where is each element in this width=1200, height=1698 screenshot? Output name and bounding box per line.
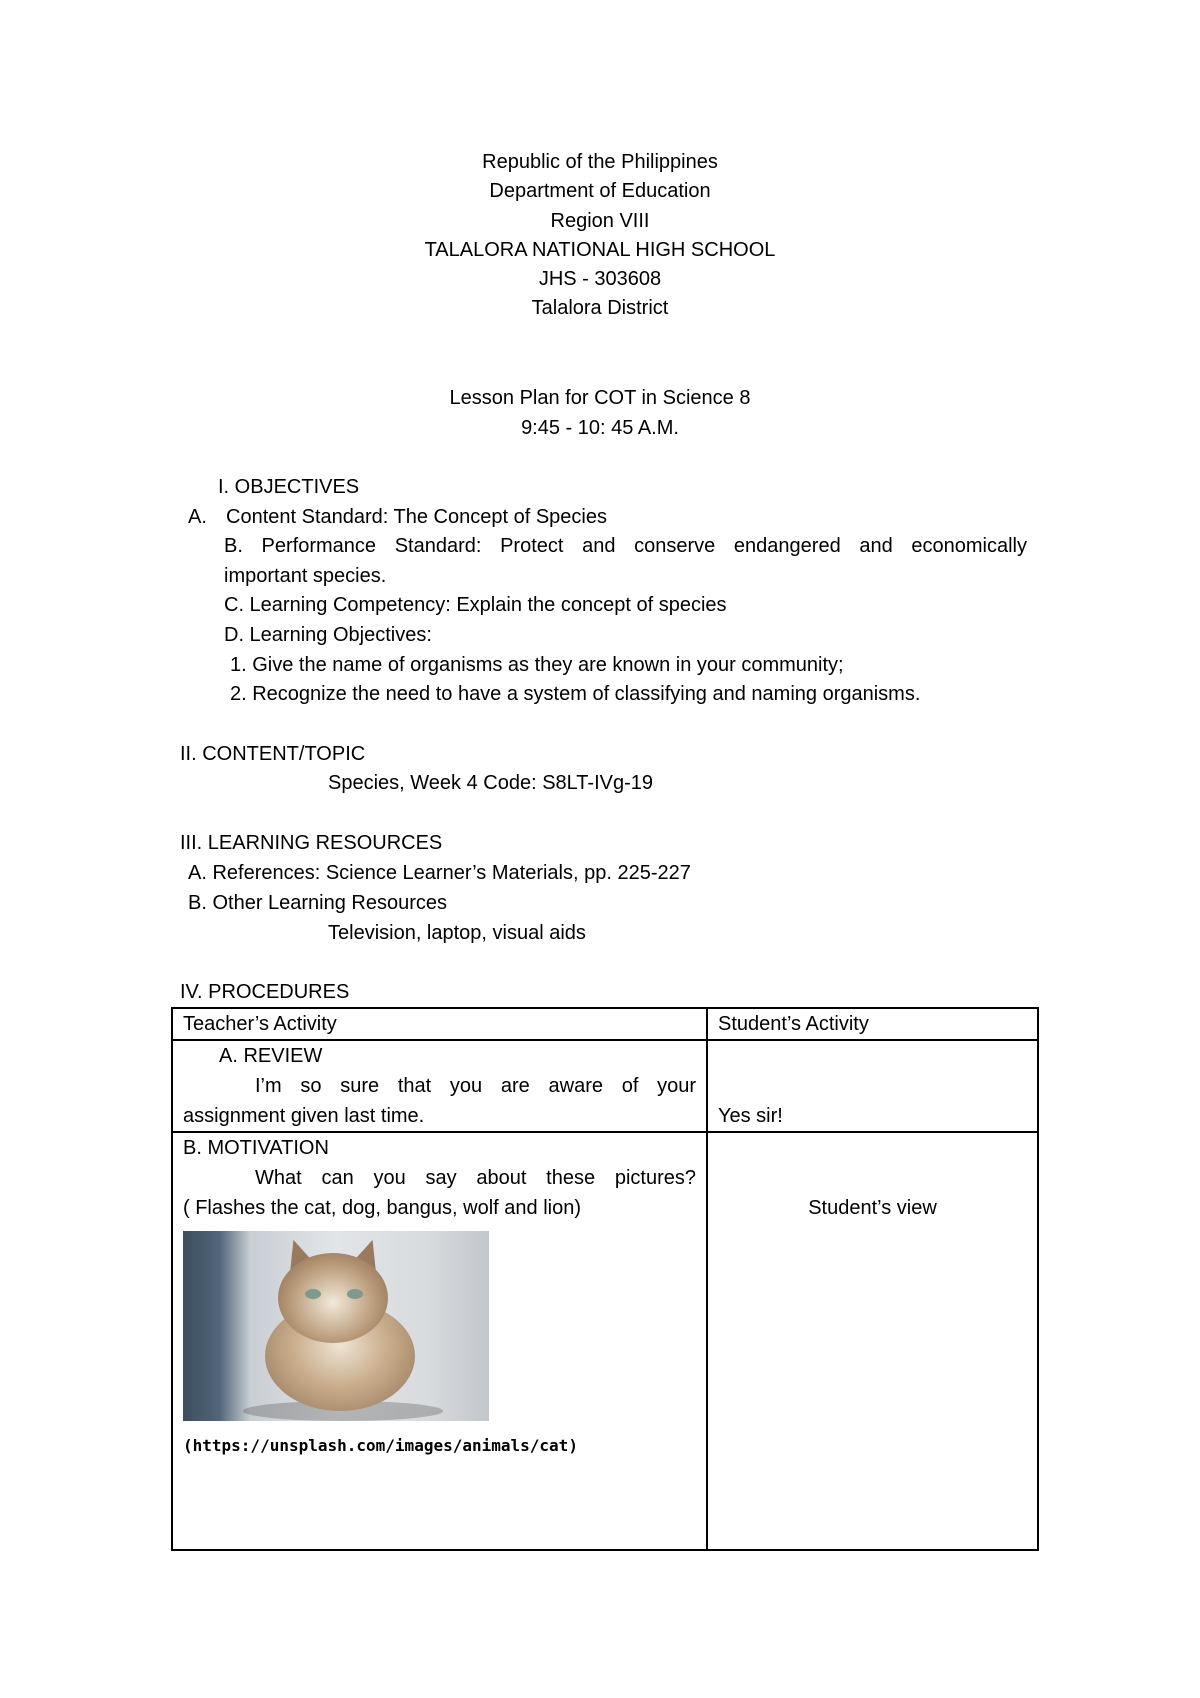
objective-c-text: C. Learning Competency: Explain the concept of species <box>224 594 727 616</box>
image-credit-link[interactable]: (https://unsplash.com/images/animals/cat) <box>183 1436 578 1455</box>
review-heading: A. REVIEW <box>219 1045 323 1067</box>
header-school: TALALORA NATIONAL HIGH SCHOOL <box>424 239 776 261</box>
content-topic: Species, Week 4 Code: S8LT-IVg-19 <box>328 772 653 794</box>
header-district: Talalora District <box>531 297 669 319</box>
review-student-cell <box>707 1040 1038 1132</box>
motivation-student-cell <box>707 1132 1038 1550</box>
objective-d1: 1. Give the name of organisms as they are known in your community; <box>230 654 844 676</box>
objective-b-line1: B. Performance Standard: Protect and conserve endangered and economically <box>224 535 1027 557</box>
column-header-teacher: Teacher’s Activity <box>172 1008 707 1040</box>
table-row-motivation <box>172 1132 1038 1550</box>
table-header-row <box>172 1008 1038 1040</box>
motivation-teacher-cell <box>172 1132 707 1550</box>
resources-references: A. References: Science Learner’s Materials, pp. 225-227 <box>188 862 691 884</box>
objective-d2: 2. Recognize the need to have a system of classifying and naming organisms. <box>230 683 921 705</box>
header-region: Region VIII <box>550 210 650 232</box>
review-line2: assignment given last time. <box>183 1105 425 1127</box>
column-header-student: Student’s Activity <box>707 1008 1038 1040</box>
objective-a-text: Content Standard: The Concept of Species <box>226 506 607 528</box>
procedures-heading: IV. PROCEDURES <box>180 981 350 1003</box>
motivation-line1: What can you say about these pictures? <box>255 1167 696 1189</box>
header-school-id: JHS - 303608 <box>538 268 662 290</box>
review-line1: I’m so sure that you are aware of your <box>255 1075 696 1097</box>
table-row-review <box>172 1040 1038 1132</box>
objectives-heading: I. OBJECTIVES <box>218 476 360 498</box>
motivation-line2: ( Flashes the cat, dog, bangus, wolf and lion) <box>183 1197 582 1219</box>
review-teacher-cell <box>172 1040 707 1132</box>
motivation-response: Student’s view <box>808 1197 937 1219</box>
lesson-title: Lesson Plan for COT in Science 8 <box>449 387 751 409</box>
motivation-heading: B. MOTIVATION <box>183 1137 329 1159</box>
resources-other: B. Other Learning Resources <box>188 892 448 914</box>
content-heading: II. CONTENT/TOPIC <box>180 743 366 765</box>
objective-d-text: D. Learning Objectives: <box>224 624 432 646</box>
lesson-time: 9:45 - 10: 45 A.M. <box>521 417 679 439</box>
cat-photo <box>183 1231 489 1421</box>
objective-b-line2: important species. <box>224 565 387 587</box>
objective-a-label: A. <box>188 506 207 528</box>
header-department: Department of Education <box>489 180 711 202</box>
header-republic: Republic of the Philippines <box>482 151 718 173</box>
resources-other-items: Television, laptop, visual aids <box>328 922 586 944</box>
resources-heading: III. LEARNING RESOURCES <box>180 832 443 854</box>
review-response: Yes sir! <box>718 1105 783 1127</box>
procedures-table <box>171 1007 1039 1551</box>
